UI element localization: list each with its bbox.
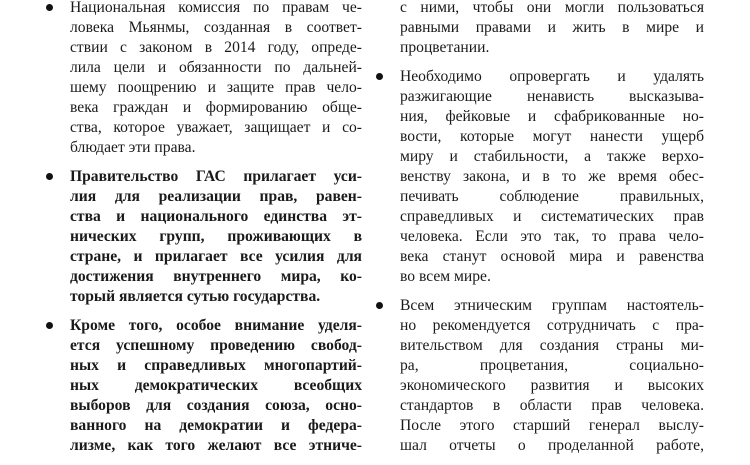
text-line: равными правами и жить в мире и [400, 19, 704, 36]
text-line: вительством для создания страны ми- [400, 337, 704, 354]
text-line: разжигающие ненависть высказыва- [400, 88, 704, 105]
text-line: печивать соблюдение правильных, [400, 188, 704, 205]
bullet-dot-icon [376, 73, 383, 80]
text-line: ства и национального единства эт- [70, 208, 362, 225]
text-line: миру и стабильности, а также верхо- [400, 148, 704, 165]
bullet-dot-icon [376, 302, 383, 309]
text-line: Правительство ГАС прилагает уси- [70, 168, 362, 185]
text-line: шал отчеты о проделанной работе, [400, 437, 704, 454]
text-line: ловека Мьянмы, созданная в соответ- [70, 19, 362, 36]
bullet-dot-icon [46, 173, 53, 180]
text-line: ется успешному проведению свобод- [70, 337, 362, 354]
text-line: торый является сутью государства. [70, 288, 321, 305]
text-line: Необходимо опровергать и удалять [400, 68, 704, 85]
text-line: человека. Если это так, то права чело- [400, 228, 704, 245]
text-line: ния, фейковые и сфабрикованные но- [400, 108, 704, 125]
bullet-item-commission [46, 0, 362, 158]
text-line: Национальная комиссия по правам че- [70, 0, 362, 16]
text-line: лия для реализации прав, равен- [70, 188, 362, 205]
text-line: ствии с законом в 2014 году, опреде- [70, 39, 362, 56]
text-line: выборов для создания союза, осно- [70, 397, 362, 414]
text-line: стране, и прилагает все усилия для [70, 248, 362, 265]
text-line: с ними, чтобы они могли пользоваться [400, 0, 704, 16]
text-line: но рекомендуется сотрудничать с пра- [400, 317, 704, 334]
bullet-item-government [46, 167, 362, 307]
text-line: лила цели и обязанности по дальней- [70, 59, 362, 76]
text-line: ванного на демократии и федера- [70, 417, 362, 434]
text-line: ных демократических всеобщих [70, 377, 362, 394]
text-line: ра, процветания, социально- [400, 357, 704, 374]
bullet-item-elections [46, 316, 362, 456]
text-line: достижения внутреннего мира, ко- [70, 268, 362, 285]
text-line: ства, которое уважает, защищает и со- [70, 119, 362, 136]
text-line: Всем этническим группам настоятель- [400, 297, 704, 314]
text-line: процветании. [400, 39, 490, 56]
text-line: нических групп, проживающих в [70, 228, 362, 245]
text-line: блюдает эти права. [70, 139, 196, 156]
text-line: шему поощрению и защите прав чело- [70, 79, 362, 96]
right-bullet-list [376, 67, 704, 456]
text-line: века станут основой мира и равенства [400, 248, 704, 265]
bullet-dot-icon [46, 4, 53, 11]
text-line: лизме, как того желают все этниче- [70, 437, 362, 454]
left-column [46, 0, 362, 465]
text-line: вости, которые могут нанести ущерб [400, 128, 704, 145]
bullet-item-hate-speech [376, 67, 704, 287]
continued-paragraph [376, 0, 704, 58]
text-line: венству закона, и в то же время обес- [400, 168, 704, 185]
text-line: стандартов в области прав человека. [400, 397, 704, 414]
bullet-dot-icon [46, 322, 53, 329]
text-line: века граждан и формированию обще- [70, 99, 362, 116]
text-line: экономического развития и высоких [400, 377, 704, 394]
text-line: ных и справедливых многопартий- [70, 357, 362, 374]
text-line: во всем мире. [400, 268, 491, 285]
right-column [376, 0, 704, 465]
text-line: Кроме того, особое внимание уделя- [70, 317, 362, 334]
bullet-item-cooperation [376, 296, 704, 456]
text-line: справедливых и систематических прав [400, 208, 704, 225]
text-line: После этого старший генерал выслу- [400, 417, 704, 434]
